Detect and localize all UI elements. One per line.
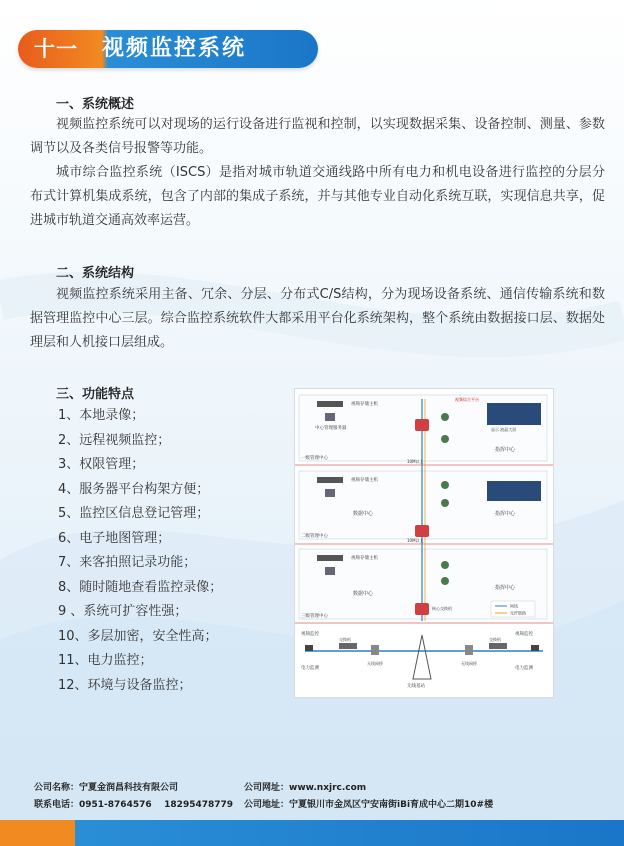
operator-icon (441, 435, 449, 443)
diagram-label: 视频存储主机 (351, 556, 378, 561)
bridge-icon (371, 645, 379, 655)
diagram-label: 指挥中心 (495, 585, 516, 591)
diagram-label: 二级管理中心 (301, 534, 328, 539)
storage-icon (317, 555, 343, 561)
section-heading-features: 三、功能特点 (56, 387, 135, 402)
feature-item: 11、电力监控； (58, 653, 153, 668)
diagram-label: 中心管理服务器 (315, 426, 347, 431)
server-icon (325, 489, 335, 497)
feature-item: 5、监控区信息登记管理； (58, 506, 210, 521)
base-station-tower-icon (413, 635, 431, 679)
diagram-label: 交换机 (489, 637, 501, 642)
feature-item: 7、来客拍照记录功能； (58, 555, 197, 570)
structure-paragraph: 视频监控系统采用主备、冗余、分层、分布式C/S结构，分为现场设备系统、通信传输系统和数据管理监控中心三层。综合监控系统软件大都采用平台化系统架构，整个系统由数据接口层、数据处理层和人机接口层组成。 (30, 287, 605, 350)
diagram-label: 交换机 (339, 637, 351, 642)
diagram-label: 指挥中心 (495, 447, 516, 453)
feature-item: 2、远程视频监控； (58, 432, 171, 448)
storage-icon (317, 401, 343, 407)
page-title: 视频监控系统 (102, 36, 247, 61)
diagram-label: 视频监控 (515, 632, 533, 637)
feature-item: 6、电子地图管理； (58, 530, 171, 546)
footer-address: 公司地址：宁夏银川市金凤区宁安南街iBi育成中心二期10#楼 (244, 800, 494, 810)
core-switch-icon (415, 603, 429, 615)
feature-item: 8、随时随地查看监控录像； (58, 579, 223, 595)
camera-icon (305, 645, 313, 651)
feature-item: 3、权限管理； (58, 457, 145, 472)
feature-item: 12、环境与设备监控； (58, 677, 192, 693)
diagram-label: 视频综合平台 (455, 397, 479, 402)
router-icon (415, 525, 429, 537)
diagram-label: 一级管理中心 (301, 456, 328, 461)
display-wall-icon (487, 403, 541, 425)
footer-phone: 联系电话：0951-8764576 18295478779 (34, 800, 234, 810)
diagram-label: 数据中心 (353, 511, 374, 517)
operator-icon (441, 413, 449, 421)
footer-website[interactable]: 公司网址：www.nxjrc.com (244, 783, 367, 793)
diagram-label: 电力监测 (515, 666, 533, 671)
bridge-icon (465, 645, 473, 655)
system-architecture-diagram (294, 388, 554, 698)
diagram-label: 指挥中心 (495, 511, 516, 517)
operator-icon (441, 561, 449, 569)
router-icon (415, 419, 429, 431)
diagram-label: 无线基站 (407, 684, 425, 689)
footer-company: 公司名称：宁夏金润昌科技有限公司 (34, 783, 179, 793)
switch-icon (339, 643, 357, 649)
feature-item: 9 、系统可扩容性强； (58, 604, 188, 619)
operator-icon (441, 577, 449, 585)
diagram-label: 视频监控 (301, 632, 319, 637)
diagram-label: 无线网桥 (461, 661, 477, 666)
chapter-number: 十一 (34, 37, 78, 61)
operator-icon (441, 499, 449, 507)
diagram-label: 显示 液晶大屏 (491, 427, 517, 432)
feature-item: 1、本地录像； (58, 408, 145, 423)
diagram-label: 光纤链路 (510, 610, 526, 616)
switch-icon (489, 643, 507, 649)
diagram-svg (295, 389, 553, 697)
diagram-label: 视频存储主机 (351, 478, 378, 483)
diagram-label: 核心交换机 (432, 606, 452, 611)
diagram-label: 网线 (510, 603, 518, 609)
diagram-label: 电力监测 (301, 666, 319, 671)
server-icon (325, 567, 335, 575)
diagram-label: 三级管理中心 (301, 614, 328, 619)
storage-icon (317, 477, 343, 483)
operator-icon (441, 481, 449, 489)
diagram-label: 10M以上 (407, 459, 424, 464)
server-icon (325, 413, 335, 421)
feature-item: 10、多层加密，安全性高； (58, 628, 218, 644)
footer-bar (0, 820, 624, 846)
section-heading-overview: 一、系统概述 (56, 97, 135, 112)
feature-item: 4、服务器平台构架方便； (58, 481, 210, 497)
overview-paragraph-1: 视频监控系统可以对现场的运行设备进行监视和控制，以实现数据采集、设备控制、测量、参数调节以及各类信号报警等功能。 (30, 117, 605, 156)
section-heading-structure: 二、系统结构 (56, 266, 135, 281)
display-wall-icon (487, 481, 541, 501)
feature-list (58, 404, 222, 698)
diagram-label: 无线网桥 (367, 661, 383, 666)
camera-icon (531, 645, 539, 651)
diagram-label: 数据中心 (353, 591, 374, 597)
diagram-label: 10M以上 (407, 538, 424, 543)
overview-paragraph-2: 城市综合监控系统（ISCS）是指对城市轨道交通线路中所有电力和机电设备进行监控的分层分布式计算机集成系统，包含了内部的集成子系统，并与其他专业自动化系统互联，实现信息共享，促进城市轨道交通高效率运营。 (30, 165, 605, 228)
diagram-label: 视频存储主机 (351, 402, 378, 407)
